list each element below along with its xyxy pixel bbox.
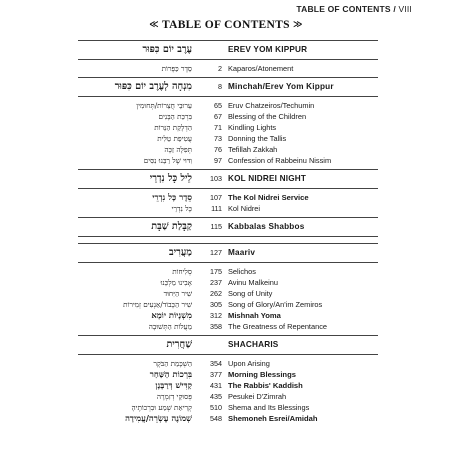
toc-entry-english: Eruv Chatzeiros/Techumin xyxy=(228,101,315,110)
toc-entry-hebrew: קַבָּלַת שַׁבָּת xyxy=(151,221,192,232)
toc-entry[interactable] xyxy=(78,203,378,214)
toc-entry[interactable] xyxy=(78,133,378,144)
toc-entry[interactable] xyxy=(78,402,378,413)
toc-entry-hebrew: כָּל נִדְרֵי xyxy=(171,204,192,213)
toc-entry-page-number: 67 xyxy=(214,112,222,121)
toc-entry-page-number: 262 xyxy=(210,289,222,298)
toc-entry[interactable] xyxy=(78,111,378,122)
toc-entry-hebrew: שִׁיר הַכָּבוֹד/אַנְעִים זְמִירוֹת xyxy=(123,300,192,309)
toc-entry-hebrew: שְׁמוֹנֶה עֶשְׂרֵה/עֲמִידָה xyxy=(125,413,192,423)
toc-entry-hebrew: שַׁחֲרִית xyxy=(166,339,192,350)
section-rule-bottom xyxy=(78,354,378,355)
toc-entry-english: Kol Nidrei xyxy=(228,204,261,213)
toc-entry[interactable] xyxy=(78,391,378,402)
toc-heading-text: TABLE OF CONTENTS xyxy=(161,19,290,31)
toc-entry-hebrew: שִׁיר הַיִּחוּד xyxy=(163,289,192,298)
toc-entry-hebrew: בִּרְכַּת הַבָּנִים xyxy=(158,112,192,121)
toc-entry[interactable] xyxy=(78,155,378,166)
toc-entry-hebrew: פְּסוּקֵי דְזִמְרָה xyxy=(156,392,192,401)
toc-entry-english: Upon Arising xyxy=(228,359,270,368)
section-rule-top xyxy=(78,40,378,41)
toc-entry-english: Mishnah Yoma xyxy=(228,311,281,320)
toc-entry-hebrew: תְּפִלָּה זַכָּה xyxy=(164,145,192,154)
toc-entry[interactable] xyxy=(78,369,378,380)
toc-entry[interactable] xyxy=(78,144,378,155)
toc-entry-page-number: 431 xyxy=(210,381,222,390)
toc-entry[interactable] xyxy=(78,358,378,369)
toc-entry-hebrew: מַעֲלוֹת הַתְּשׁוּבָה xyxy=(148,322,192,331)
toc-entry-english: Song of Unity xyxy=(228,289,273,298)
section-rule-bottom xyxy=(78,262,378,263)
toc-entry-hebrew: סְלִיחוֹת xyxy=(172,267,192,276)
toc-section-heading[interactable] xyxy=(78,220,378,234)
toc-entry-page-number: 127 xyxy=(210,248,222,257)
running-head-separator: / xyxy=(393,4,396,14)
running-head-page-number: VIII xyxy=(398,4,412,14)
toc-entry[interactable] xyxy=(78,310,378,321)
toc-entry-hebrew: קַדִּישׁ דְּרַבָּנָן xyxy=(155,380,192,390)
toc-entry-hebrew: וִדּוּי שֶׁל רַבֵּנוּ נִסִּים xyxy=(143,156,192,165)
toc-entry-hebrew: אָבִינוּ מַלְכֵּנוּ xyxy=(160,278,192,287)
section-rule-bottom xyxy=(78,188,378,189)
running-head-title: TABLE OF CONTENTS xyxy=(296,4,391,14)
toc-entry-page-number: 8 xyxy=(218,82,222,91)
toc-entry-page-number: 237 xyxy=(210,278,222,287)
toc-entry-english: Tefillah Zakkah xyxy=(228,145,278,154)
toc-entry-page-number: 377 xyxy=(210,370,222,379)
section-rule-top xyxy=(78,335,378,336)
toc-entry[interactable] xyxy=(78,413,378,424)
toc-entry[interactable] xyxy=(78,380,378,391)
toc-entry-english: KOL NIDREI NIGHT xyxy=(228,174,307,183)
toc-entry-page-number: 548 xyxy=(210,414,222,423)
toc-entry[interactable] xyxy=(78,321,378,332)
toc-entry[interactable] xyxy=(78,277,378,288)
toc-section-heading[interactable] xyxy=(78,43,378,57)
ornament-right-icon: ≫ xyxy=(292,20,303,30)
toc-entry-english: Blessing of the Children xyxy=(228,112,307,121)
toc-entry-english: Morning Blessings xyxy=(228,370,296,379)
toc-entry-hebrew: בִּרְכוֹת הַשַּׁחַר xyxy=(149,369,192,379)
toc-section-heading[interactable] xyxy=(78,246,378,260)
toc-entry-hebrew: מִנְחָה לְעֶרֶב יוֹם כִּפּוּר xyxy=(114,81,192,92)
toc-entry-english: EREV YOM KIPPUR xyxy=(228,45,308,54)
toc-entry-hebrew: מַעֲרִיב xyxy=(169,247,192,258)
section-rule-top xyxy=(78,243,378,244)
toc-entry-english: Minchah/Erev Yom Kippur xyxy=(228,82,334,91)
toc-entry[interactable] xyxy=(78,288,378,299)
toc-entry-english: The Greatness of Repentance xyxy=(228,322,328,331)
toc-entry-english: The Kol Nidrei Service xyxy=(228,193,309,202)
toc-entry[interactable] xyxy=(78,192,378,203)
toc-entry-page-number: 76 xyxy=(214,145,222,154)
toc-entry-page-number: 71 xyxy=(214,123,222,132)
toc-entry-english: Maariv xyxy=(228,248,256,257)
toc-entry-english: Song of Glory/An'im Zemiros xyxy=(228,300,323,309)
toc-entry-page-number: 103 xyxy=(210,174,222,183)
toc-entry-hebrew: קְרִיאַת שְׁמַע וּבִרְכוֹתֶיהָ xyxy=(131,403,192,412)
toc-entry-page-number: 111 xyxy=(211,204,222,213)
toc-entry-page-number: 115 xyxy=(210,222,222,231)
toc-entry-english: Confession of Rabbeinu Nissim xyxy=(228,156,332,165)
toc-entry-page-number: 305 xyxy=(210,300,222,309)
toc-entry-english: Selichos xyxy=(228,267,256,276)
toc-entry[interactable] xyxy=(78,63,378,74)
toc-entry-hebrew: מִשְׁנָיוֹת יוֹמָא xyxy=(151,310,192,320)
toc-entry-english: Kindling Lights xyxy=(228,123,277,132)
section-rule-bottom xyxy=(78,96,378,97)
toc-entry-english: Pesukei D'Zimrah xyxy=(228,392,287,401)
toc-entry[interactable] xyxy=(78,100,378,111)
toc-entry-english: The Rabbis' Kaddish xyxy=(228,381,303,390)
toc-entry-page-number: 435 xyxy=(210,392,222,401)
toc-entry-page-number: 73 xyxy=(214,134,222,143)
toc-entry-english: Avinu Malkeinu xyxy=(228,278,278,287)
toc-entry-english: Shema and Its Blessings xyxy=(228,403,310,412)
section-rule-bottom xyxy=(78,59,378,60)
section-rule-top xyxy=(78,77,378,78)
toc-entry-english: SHACHARIS xyxy=(228,340,279,349)
toc-entry-hebrew: סֵדֶר כָּל נִדְרֵי xyxy=(152,192,192,202)
toc-entry[interactable] xyxy=(78,266,378,277)
toc-entry[interactable] xyxy=(78,299,378,310)
toc-entry-hebrew: עֵרוּבֵי חֲצֵרוֹת/תְּחוּמִין xyxy=(136,101,192,110)
toc-entry-hebrew: עֲטִיפַת טַלִּית xyxy=(157,134,192,143)
toc-section-heading[interactable] xyxy=(78,172,378,186)
toc-section-heading[interactable] xyxy=(78,80,378,94)
toc-entry-hebrew: עֶרֶב יוֹם כִּפּוּר xyxy=(142,44,192,55)
toc-entry-page-number: 175 xyxy=(210,267,222,276)
toc-entry-page-number: 2 xyxy=(218,64,222,73)
toc-entry-page-number: 107 xyxy=(210,193,222,202)
toc-entry-hebrew: הַדְלָקַת הַנֵּרוֹת xyxy=(154,123,192,132)
toc-section-heading[interactable] xyxy=(78,338,378,352)
toc-entry-page-number: 65 xyxy=(214,101,222,110)
toc-entry[interactable] xyxy=(78,122,378,133)
section-rule-top xyxy=(78,217,378,218)
toc-entry-hebrew: סֵדֶר כַּפָּרוֹת xyxy=(161,64,192,73)
section-rule-bottom xyxy=(78,236,378,237)
toc-entry-hebrew: הַשְׁכָּמַת הַבֹּקֶר xyxy=(153,359,192,368)
section-rule-top xyxy=(78,169,378,170)
toc-entry-english: Donning the Tallis xyxy=(228,134,287,143)
toc-entry-english: Shemoneh Esrei/Amidah xyxy=(228,414,318,423)
toc-entry-english: Kaparos/Atonement xyxy=(228,64,294,73)
toc-entry-page-number: 97 xyxy=(214,156,222,165)
running-head xyxy=(296,4,412,14)
toc-heading xyxy=(0,19,452,31)
ornament-left-icon: ≪ xyxy=(149,20,160,30)
toc-entry-page-number: 354 xyxy=(210,359,222,368)
toc-entry-page-number: 510 xyxy=(210,403,222,412)
toc-entry-page-number: 358 xyxy=(210,322,222,331)
toc-entry-hebrew: לֵיל כָּל נִדְרֵי xyxy=(149,173,192,184)
toc-entry-page-number: 312 xyxy=(210,311,222,320)
toc-entry-english: Kabbalas Shabbos xyxy=(228,222,305,231)
